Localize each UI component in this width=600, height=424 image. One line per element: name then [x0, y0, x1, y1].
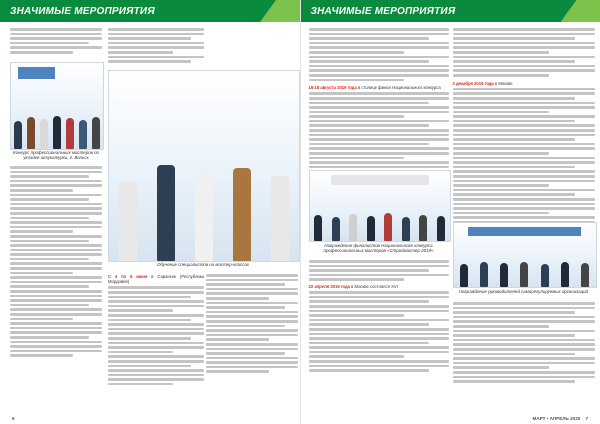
- left-column-1: [10, 28, 102, 54]
- right-column-1-cont: [309, 260, 449, 372]
- paragraph-placeholder: [309, 291, 449, 372]
- page-number-right: 7: [585, 416, 588, 421]
- page-number-left: 6: [12, 416, 15, 421]
- photo-crowd: [109, 128, 299, 261]
- date-highlight: С 4 по 6 июня: [108, 274, 148, 279]
- paragraph-placeholder: [10, 28, 102, 54]
- paragraph-placeholder: [309, 260, 449, 281]
- paragraph-placeholder: [453, 28, 595, 77]
- date-highlight: 2 декабря 2019 года: [452, 80, 494, 86]
- paragraph-saransk: С 4 по 6 июня в Саранске (Республика Мордовия): [108, 274, 205, 285]
- paragraph-placeholder: [10, 166, 102, 357]
- paragraph-finals: 16-18 августа 2019 года в столице финал Национального конкурса: [308, 85, 441, 91]
- left-column-1-cont: [10, 166, 102, 357]
- paragraph-placeholder: [108, 28, 204, 63]
- paragraph-april: 22 апреля 2019 года в Москве состоялся XVI: [308, 283, 398, 289]
- photo-crowd: [310, 199, 450, 241]
- caption-finals-awards: Награждение финалистов Национального конкурса профессиональных мастеров «Строймастер-2019»: [323, 243, 434, 254]
- right-column-2-cont: [453, 302, 595, 383]
- photo-masterclass: [108, 70, 300, 262]
- section-title-right: ЗНАЧИМЫЕ МЕРОПРИЯТИЯ: [310, 5, 456, 17]
- caption-contest-plaster: Конкурс профессиональных мастеров по укладке штукатурки, г. Вольск: [13, 150, 99, 161]
- paragraph-december: 2 декабря 2019 года в Москве: [452, 80, 513, 86]
- paragraph-placeholder: [309, 28, 449, 81]
- paragraph-placeholder: [453, 302, 595, 383]
- left-column-2-cont: [108, 274, 204, 385]
- right-page: [301, 0, 600, 424]
- photo-finals-awards: [309, 170, 451, 242]
- photo-sro-awards: [453, 222, 597, 288]
- paragraph-placeholder: [108, 286, 204, 385]
- left-column-2: [108, 28, 204, 63]
- photo-crowd: [454, 249, 596, 287]
- photo-crowd: [11, 97, 103, 149]
- page-footer-right: [533, 416, 589, 421]
- left-column-3-cont: [206, 274, 298, 373]
- issue-date: МАРТ • АПРЕЛЬ 2020: [532, 416, 581, 421]
- caption-sro-awards: Награждение руководителей саморегулируемых организаций: [459, 289, 588, 294]
- caption-masterclass: Обучение специалистов на мастер-классах: [156, 262, 250, 267]
- photo-banner: [331, 175, 429, 185]
- photo-contest-plaster: [10, 62, 104, 150]
- paragraph-placeholder: [453, 88, 595, 224]
- section-header-right: [301, 0, 600, 22]
- date-highlight: 22 апреля 2019 года: [308, 283, 350, 289]
- right-column-2: [453, 28, 595, 224]
- photo-banner: [18, 67, 55, 79]
- section-header-left: [0, 0, 300, 22]
- date-highlight: 16-18 августа 2019 года: [308, 85, 357, 91]
- paragraph-placeholder: [206, 274, 298, 373]
- photo-banner: [468, 227, 582, 236]
- section-title-left: ЗНАЧИМЫЕ МЕРОПРИЯТИЯ: [10, 5, 155, 17]
